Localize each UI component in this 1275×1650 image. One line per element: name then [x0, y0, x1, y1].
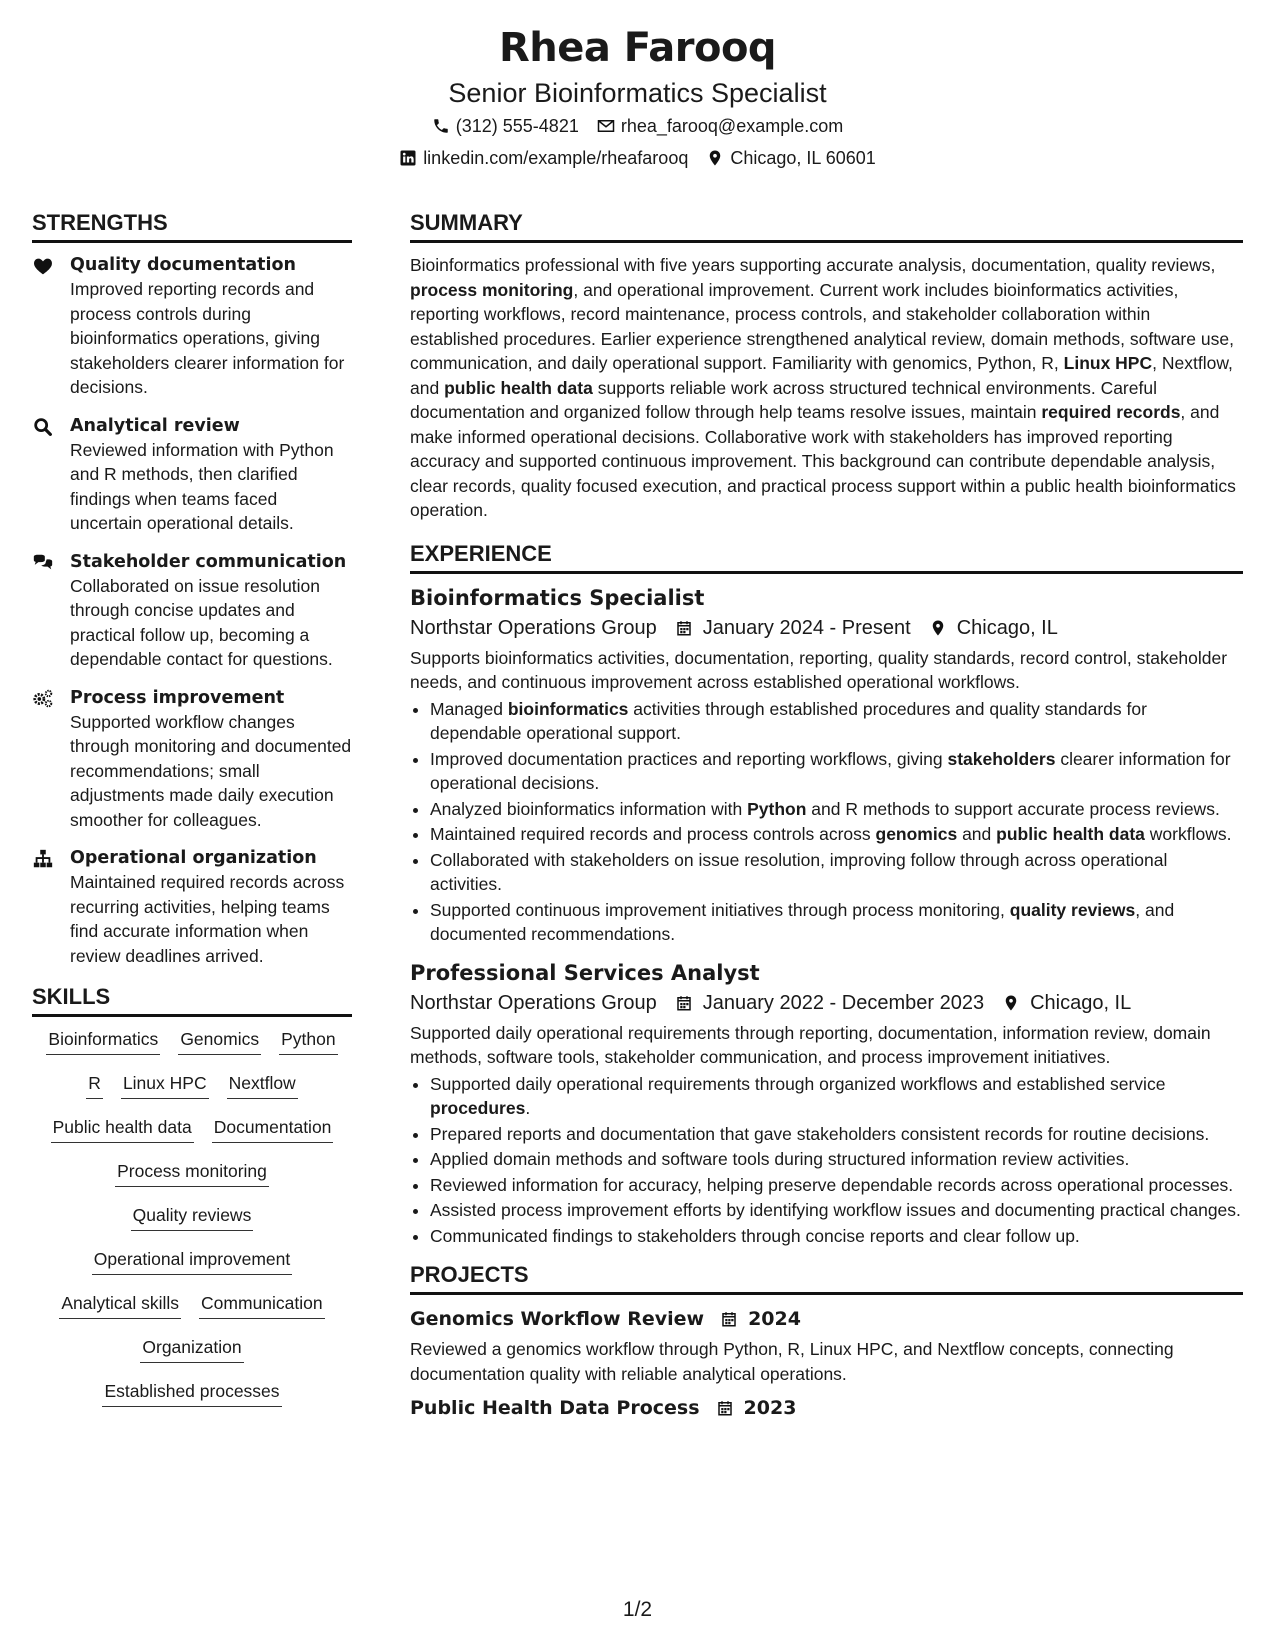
skill-tag: R: [86, 1071, 103, 1099]
bullet-item: [430, 1198, 1243, 1223]
strengths-heading: STRENGTHS: [32, 208, 352, 243]
text-run: Reviewed information for accuracy, helping preserve dependable records across operational processes.: [430, 1174, 1234, 1195]
skill-row: [32, 1291, 352, 1319]
bold-text: genomics: [875, 824, 958, 844]
skill-row: [32, 1027, 352, 1055]
bold-text: procedures: [430, 1098, 526, 1118]
skill-tag: Public health data: [51, 1115, 194, 1143]
summary-text: [410, 253, 1243, 523]
job-meta: [410, 612, 1243, 644]
skill-tag: Communication: [199, 1291, 325, 1319]
strength-item: [32, 686, 352, 833]
project-title-row: [410, 1394, 1243, 1422]
search-icon: [32, 416, 54, 438]
email-contact[interactable]: [597, 110, 843, 142]
page-number: 1/2: [622, 1598, 653, 1621]
text-run: Supported daily operational requirements through organized workflows and established service: [430, 1073, 1166, 1094]
text-run: Maintained required records and process controls across: [430, 824, 876, 844]
strength-title: Quality documentation: [70, 255, 296, 275]
skill-row: [32, 1115, 352, 1143]
location-text: Chicago, IL 60601: [730, 148, 876, 168]
strength-desc: Reviewed information with Python and R methods, then clarified findings when teams faced uncertain operational details.: [70, 439, 334, 533]
candidate-name: Rhea Farooq: [498, 25, 777, 71]
text-run: Analyzed bioinformatics information with: [430, 798, 748, 819]
comments-icon: [32, 552, 54, 574]
job-location: Chicago, IL: [956, 616, 1058, 639]
skill-tag: Quality reviews: [131, 1203, 254, 1231]
job-entry: [410, 584, 1243, 947]
skill-tag: Organization: [140, 1335, 243, 1363]
skill-tag: Process monitoring: [115, 1159, 269, 1187]
text-run: and R methods to support accurate process reviews.: [806, 798, 1220, 819]
text-run: workflows.: [1144, 824, 1232, 844]
bold-text: bioinformatics: [507, 698, 629, 719]
job-bullets: [410, 697, 1243, 947]
text-run: , and operational improvement. Current work includes bioinformatics activities, reporting workflows, record maintenance, process controls, and stakeholder collaboration within established procedures. Earlier experience strengthened analytical review, domain methods, software use, communication, and daily operational support. Familiarity with genomics, Python, R,: [410, 279, 1234, 373]
skill-tag: Bioinformatics: [46, 1027, 160, 1055]
email-text: rhea_farooq@example.com: [620, 116, 844, 136]
job-summary: Supports bioinformatics activities, documentation, reporting, quality standards, record control, stakeholder needs, and continuous improvement across established operational workflows.: [410, 647, 1228, 692]
bold-text: Linux HPC: [1063, 353, 1153, 373]
bold-text: stakeholders: [947, 748, 1056, 769]
job-meta: [410, 987, 1243, 1019]
text-run: Managed: [430, 698, 508, 719]
job-dates: January 2022 - December 2023: [702, 991, 985, 1014]
bullet-item: [430, 1122, 1243, 1147]
sitemap-icon: [32, 848, 54, 870]
text-run: Assisted process improvement efforts by identifying workflow issues and documenting practical changes.: [430, 1200, 1241, 1220]
strength-item: [32, 550, 352, 672]
job-summary: Supported daily operational requirements through reporting, documentation, information review, domain methods, software tools, stakeholder communication, and process improvement initiatives.: [410, 1022, 1211, 1067]
project-year: 2023: [743, 1397, 797, 1419]
project-year: 2024: [748, 1308, 801, 1330]
bullet-item: [430, 1147, 1243, 1172]
text-run: Bioinformatics professional with five years supporting accurate analysis, documentation, quality reviews,: [410, 255, 1216, 275]
text-run: and: [957, 824, 997, 844]
phone-text: (312) 555-4821: [455, 116, 579, 136]
phone-icon: [432, 117, 450, 135]
job-bullets: [410, 1072, 1243, 1249]
project-entry: [410, 1394, 1243, 1422]
strength-desc: Supported workflow changes through monitoring and documented recommendations; small adjustments made daily execution smoother for colleagues.: [70, 711, 352, 830]
contact-row-1: [0, 110, 1275, 142]
strength-title: Stakeholder communication: [70, 551, 347, 572]
skill-tag: Nextflow: [227, 1071, 298, 1099]
bullet-item: [430, 1224, 1243, 1249]
phone-contact[interactable]: [432, 110, 579, 142]
skill-tag: Operational improvement: [92, 1247, 292, 1275]
text-run: Collaborated with stakeholders on issue resolution, improving follow through across operational activities.: [430, 849, 1168, 894]
calendar-icon: [675, 994, 693, 1012]
project-entry: [410, 1305, 1243, 1386]
strength-desc: Improved reporting records and process controls during bioinformatics operations, giving stakeholders clearer information for decisions.: [70, 279, 345, 397]
experience-list: [410, 584, 1243, 1249]
project-title-row: [410, 1305, 1243, 1333]
bullet-item: [430, 1173, 1243, 1198]
location-contact: [706, 142, 875, 174]
heart-icon: [32, 255, 54, 277]
skill-row: [32, 1159, 352, 1187]
strength-item: [32, 846, 352, 968]
strength-desc: Maintained required records across recurring activities, helping teams find accurate information when review deadlines arrived.: [70, 872, 345, 966]
skills-list: [32, 1027, 352, 1407]
skill-tag: Analytical skills: [59, 1291, 181, 1319]
strength-title: Process improvement: [70, 687, 285, 708]
job-company: Northstar Operations Group: [410, 991, 657, 1014]
bold-text: quality reviews: [1009, 899, 1136, 920]
text-run: Prepared reports and documentation that gave stakeholders consistent records for routine decisions.: [430, 1123, 1210, 1144]
bullet-item: [430, 797, 1243, 822]
job-title: Bioinformatics Specialist: [410, 585, 705, 610]
bold-text: process monitoring: [410, 279, 574, 300]
job-company: Northstar Operations Group: [410, 616, 657, 639]
skill-row: [32, 1071, 352, 1099]
envelope-icon: [597, 117, 615, 135]
job-location: Chicago, IL: [1030, 991, 1132, 1014]
resume-header: [0, 22, 1275, 174]
skill-row: [32, 1247, 352, 1275]
candidate-title: Senior Bioinformatics Specialist: [448, 78, 827, 108]
linkedin-icon: [399, 149, 417, 167]
bullet-item: [430, 697, 1243, 746]
skill-row: [32, 1203, 352, 1231]
strength-title: Analytical review: [70, 415, 240, 436]
strength-title: Operational organization: [70, 848, 317, 868]
projects-list: [410, 1305, 1243, 1422]
map-marker-icon: [1002, 994, 1020, 1012]
skill-tag: Established processes: [102, 1379, 281, 1407]
job-entry: [410, 959, 1243, 1249]
bullet-item: [430, 747, 1243, 796]
calendar-icon: [720, 1310, 738, 1328]
map-marker-icon: [706, 149, 724, 167]
skill-tag: Genomics: [178, 1027, 261, 1055]
bold-text: Python: [747, 798, 807, 819]
bold-text: public health data: [444, 377, 593, 398]
left-column: [32, 208, 352, 1423]
strength-item: [32, 253, 352, 400]
linkedin-contact[interactable]: [399, 142, 688, 174]
skill-row: [32, 1379, 352, 1407]
bullet-item: [430, 848, 1243, 897]
skill-tag: Python: [279, 1027, 337, 1055]
text-run: Applied domain methods and software tools during structured information review activities.: [430, 1149, 1130, 1169]
strength-desc: Collaborated on issue resolution through concise updates and practical follow up, becoming a dependable contact for questions.: [70, 575, 333, 669]
calendar-icon: [675, 619, 693, 637]
linkedin-text: linkedin.com/example/rheafarooq: [423, 148, 689, 168]
bold-text: public health data: [996, 824, 1145, 844]
skill-tag: Linux HPC: [121, 1071, 209, 1099]
map-marker-icon: [929, 619, 947, 637]
text-run: clearer information for operational decisions.: [430, 748, 1231, 793]
strength-item: [32, 414, 352, 536]
calendar-icon: [716, 1399, 734, 1417]
project-title: Genomics Workflow Review: [410, 1308, 705, 1330]
text-run: , Nextflow, and: [410, 353, 1233, 398]
project-title: Public Health Data Process: [410, 1397, 700, 1419]
projects-heading: PROJECTS: [410, 1260, 1243, 1295]
contact-row-2: [0, 142, 1275, 174]
text-run: Communicated findings to stakeholders through concise reports and clear follow up.: [430, 1225, 1080, 1246]
text-run: Improved documentation practices and reporting workflows, giving: [430, 748, 948, 769]
bullet-item: [430, 1072, 1243, 1121]
bold-text: required records: [1041, 402, 1181, 422]
text-run: Supported continuous improvement initiatives through process monitoring,: [430, 899, 1010, 920]
text-run: .: [525, 1098, 531, 1118]
text-run: activities through established procedures and quality standards for dependable operational support.: [430, 698, 1147, 743]
experience-heading: EXPERIENCE: [410, 539, 1243, 574]
job-title: Professional Services Analyst: [410, 960, 760, 985]
skill-tag: Documentation: [212, 1115, 334, 1143]
gears-icon: [32, 688, 54, 710]
right-column: [410, 208, 1243, 1422]
summary-heading: SUMMARY: [410, 208, 1243, 243]
skill-row: [32, 1335, 352, 1363]
text-run: , and documented recommendations.: [430, 899, 1175, 944]
project-desc: Reviewed a genomics workflow through Python, R, Linux HPC, and Nextflow concepts, connecting documentation quality with reliable analytical operations.: [410, 1339, 1174, 1384]
text-run: , and make informed operational decisions. Collaborative work with stakeholders has improved reporting accuracy and supported continuous improvement. This background can contribute dependable analysis, clear records, quality focused execution, and practical process support within a public health bioinformatics operation.: [410, 402, 1236, 520]
text-run: supports reliable work across structured technical environments. Careful documentation and organized follow through help teams resolve issues, maintain: [410, 377, 1157, 422]
skills-heading: SKILLS: [32, 982, 352, 1017]
bullet-item: [430, 822, 1243, 847]
bullet-item: [430, 898, 1243, 947]
job-dates: January 2024 - Present: [702, 616, 911, 639]
